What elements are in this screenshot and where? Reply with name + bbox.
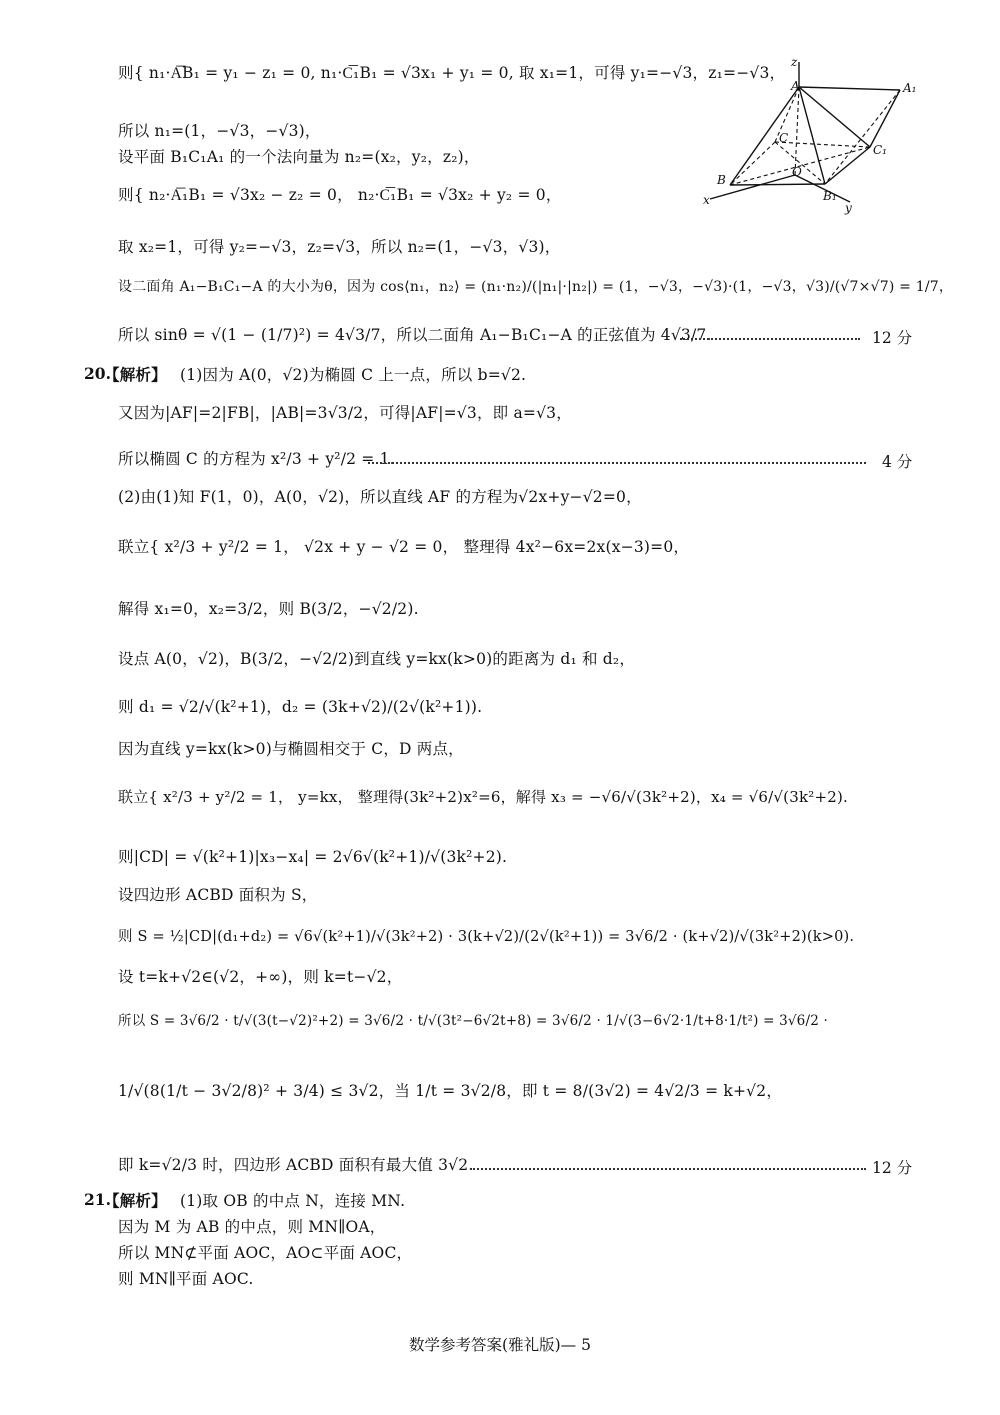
- prism-figure: [695, 52, 925, 222]
- q20-line-12: 设四边形 ACBD 面积为 S，: [118, 886, 318, 904]
- q20-line-17: 即 k=√2/3 时，四边形 ACBD 面积有最大值 3√2.: [118, 1156, 474, 1174]
- leader-dots: [680, 338, 860, 340]
- q19-line-5: 取 x₂=1，可得 y₂=−√3，z₂=√3，所以 n₂=(1，−√3，√3)，: [118, 238, 561, 256]
- q19-line-3: 设平面 B₁C₁A₁ 的一个法向量为 n₂=(x₂，y₂，z₂)，: [118, 148, 480, 166]
- q20-line-7: 设点 A(0，√2)，B(3/2，−√2/2)到直线 y=kx(k>0)的距离为 d₁ 和 d₂，: [118, 650, 636, 668]
- q19-line-4: 则{ n₂·A͞₁B₁ = √3x₂ − z₂ = 0， n₂·C͞₁B₁ = √3x₂ + y₂ = 0，: [118, 186, 562, 204]
- label-A1: A₁: [903, 81, 917, 95]
- q20-line-6: 解得 x₁=0，x₂=3/2，则 B(3/2，−√2/2).: [118, 600, 419, 618]
- q21-line-3: 所以 MN⊄平面 AOC，AO⊂平面 AOC，: [118, 1244, 413, 1262]
- q20-line-15: 所以 S = 3√6/2 · t/√(3(t−√2)²+2) = 3√6/2 · t/√(3t²−6√2t+8) = 3√6/2 · 1/√(3−6√2·1/t+8·1/t²) = 3√6/2 ·: [118, 1013, 828, 1029]
- q20-tag: 【解析】: [104, 365, 167, 384]
- q20-line-3: 所以椭圆 C 的方程为 x²/3 + y²/2 = 1.: [118, 450, 395, 468]
- label-y: y: [845, 201, 852, 215]
- leader-dots: [368, 462, 866, 464]
- q20-score-2: 12 分: [872, 1159, 913, 1177]
- q20-line-11: 则|CD| = √(k²+1)|x₃−x₄| = 2√6√(k²+1)/√(3k²+2).: [118, 848, 508, 866]
- label-B: B: [717, 173, 726, 187]
- q19-line-6: 设二面角 A₁−B₁C₁−A 的大小为θ，因为 cos⟨n₁，n₂⟩ = (n₁·n₂)/(|n₁|·|n₂|) = (1，−√3，−√3)·(1，−√3，√3)/(√7×√7) = 1/7，: [118, 279, 954, 295]
- label-B1: B₁: [823, 189, 837, 203]
- q21-number: 21.: [84, 1190, 111, 1209]
- q19-score: 12 分: [872, 329, 913, 347]
- q21-line-2: 因为 M 为 AB 的中点，则 MN∥OA，: [118, 1218, 386, 1236]
- q19-line-7: 所以 sinθ = √(1 − (1/7)²) = 4√3/7，所以二面角 A₁−B₁C₁−A 的正弦值为 4√3/7.: [118, 326, 712, 344]
- page-footer: 数学参考答案(雅礼版)— 5: [409, 1336, 591, 1354]
- q21-tag: 【解析】: [104, 1191, 167, 1210]
- q20-line-1: (1)因为 A(0，√2)为椭圆 C 上一点，所以 b=√2.: [180, 366, 527, 384]
- q20-score-1: 4 分: [882, 453, 913, 471]
- label-C: C: [779, 131, 789, 145]
- q20-line-13: 则 S = ½|CD|(d₁+d₂) = √6√(k²+1)/√(3k²+2) · 3(k+√2)/(2√(k²+1)) = 3√6/2 · (k+√2)/√(3k²+2)(k>0).: [118, 929, 855, 945]
- q20-line-10: 联立{ x²/3 + y²/2 = 1， y=kx， 整理得(3k²+2)x²=6，解得 x₃ = −√6/√(3k²+2)，x₄ = √6/√(3k²+2).: [118, 788, 849, 806]
- q20-line-9: 因为直线 y=kx(k>0)与椭圆相交于 C，D 两点，: [118, 740, 464, 758]
- leader-dots: [470, 1168, 866, 1170]
- q20-line-2: 又因为|AF|=2|FB|，|AB|=3√3/2，可得|AF|=√3，即 a=√3，: [118, 404, 572, 422]
- q19-line-1: 则{ n₁·A͞B₁ = y₁ − z₁ = 0, n₁·C͞₁B₁ = √3x₁ + y₁ = 0, 取 x₁=1，可得 y₁=−√3，z₁=−√3，: [118, 64, 786, 82]
- q20-line-5: 联立{ x²/3 + y²/2 = 1， √2x + y − √2 = 0， 整理得 4x²−6x=2x(x−3)=0，: [118, 538, 690, 556]
- label-A: A: [791, 79, 800, 93]
- label-O: O: [792, 165, 802, 179]
- label-x: x: [703, 193, 710, 207]
- q21-line-1: (1)取 OB 的中点 N，连接 MN.: [180, 1192, 406, 1210]
- q20-number: 20.: [84, 364, 111, 383]
- q20-line-14: 设 t=k+√2∈(√2，+∞)，则 k=t−√2，: [118, 968, 403, 986]
- q21-line-4: 则 MN∥平面 AOC.: [118, 1270, 254, 1288]
- label-C1: C₁: [873, 143, 887, 157]
- q20-line-4: (2)由(1)知 F(1，0)，A(0，√2)，所以直线 AF 的方程为√2x+y−√2=0，: [118, 488, 642, 506]
- q20-line-8: 则 d₁ = √2/√(k²+1)，d₂ = (3k+√2)/(2√(k²+1)).: [118, 698, 483, 716]
- q19-line-2: 所以 n₁=(1，−√3，−√3)，: [118, 122, 321, 140]
- label-z: z: [791, 55, 798, 69]
- q20-line-16: 1/√(8(1/t − 3√2/8)² + 3/4) ≤ 3√2，当 1/t = 3√2/8，即 t = 8/(3√2) = 4√2/3 = k+√2，: [118, 1082, 783, 1100]
